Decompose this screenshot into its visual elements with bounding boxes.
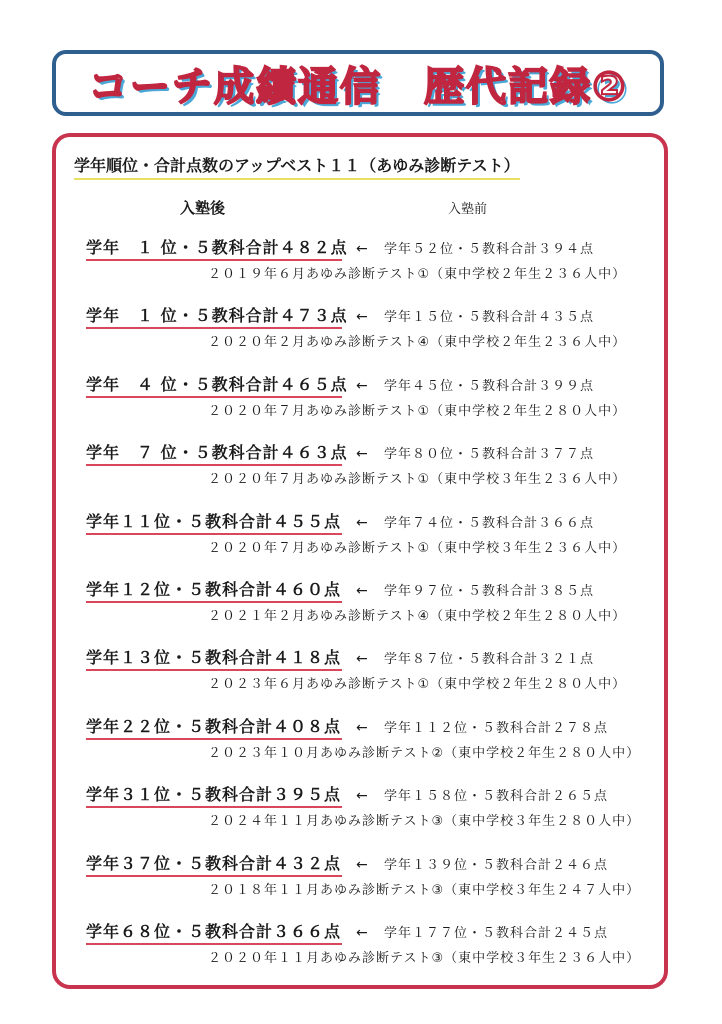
record-after: 学年６８位・５教科合計３６６点 xyxy=(86,919,342,945)
record-after: 学年 ７ 位・５教科合計４６３点 xyxy=(86,440,342,466)
record-after: 学年２２位・５教科合計４０８点 xyxy=(86,714,342,740)
record-result-line xyxy=(86,714,666,740)
record-result-line xyxy=(86,645,666,671)
list-item xyxy=(86,851,666,919)
record-before: 学年８０位・５教科合計３７７点 xyxy=(384,447,595,463)
record-detail: ２０１８年１１月あゆみ診断テスト③（東中学校３年生２４７人中） xyxy=(208,882,641,898)
record-before: 学年１３９位・５教科合計２４６点 xyxy=(384,857,609,873)
left-arrow-icon: ← xyxy=(356,377,368,394)
record-after: 学年３７位・５教科合計４３２点 xyxy=(86,851,342,877)
record-after: 学年 １ 位・５教科合計４８２点 xyxy=(86,235,342,261)
record-detail: ２０２０年７月あゆみ診断テスト①（東中学校３年生２３６人中） xyxy=(208,472,627,488)
record-result-line xyxy=(86,372,666,398)
record-before: 学年１７７位・５教科合計２４５点 xyxy=(384,925,609,941)
section-title: 学年順位・合計点数のアップベスト１１（あゆみ診断テスト） xyxy=(74,153,520,180)
record-after: 学年３１位・５教科合計３９５点 xyxy=(86,782,342,808)
title-banner xyxy=(52,50,664,116)
record-before: 学年１１２位・５教科合計２７８点 xyxy=(384,720,609,736)
left-arrow-icon: ← xyxy=(356,309,368,326)
record-before: 学年７４位・５教科合計３６６点 xyxy=(384,515,595,531)
record-detail: ２０２０年７月あゆみ診断テスト①（東中学校２年生２８０人中） xyxy=(208,403,627,419)
record-result-line xyxy=(86,851,666,877)
list-item xyxy=(86,372,666,440)
record-result-line xyxy=(86,509,666,535)
list-item xyxy=(86,303,666,371)
record-detail: ２０２３年６月あゆみ診断テスト①（東中学校２年生２８０人中） xyxy=(208,677,627,693)
record-detail: ２０１９年６月あゆみ診断テスト①（東中学校２年生２３６人中） xyxy=(208,267,627,282)
record-detail: ２０２０年２月あゆみ診断テスト④（東中学校２年生２３６人中） xyxy=(208,335,627,351)
record-before: 学年９７位・５教科合計３８５点 xyxy=(384,583,595,599)
list-item xyxy=(86,782,666,850)
record-before: 学年８７位・５教科合計３２１点 xyxy=(384,652,595,668)
records-list xyxy=(86,235,666,987)
record-detail: ２０２４年１１月あゆみ診断テスト③（東中学校３年生２８０人中） xyxy=(208,814,641,830)
record-result-line xyxy=(86,577,666,603)
list-item xyxy=(86,645,666,713)
record-after: 学年 １ 位・５教科合計４７３点 xyxy=(86,303,342,329)
page-title: コーチ成績通信 歴代記録② xyxy=(88,63,628,110)
record-result-line xyxy=(86,440,666,466)
record-detail: ２０２０年１１月あゆみ診断テスト③（東中学校３年生２３６人中） xyxy=(208,950,641,966)
left-arrow-icon: ← xyxy=(356,719,368,736)
record-result-line xyxy=(86,782,666,808)
record-result-line xyxy=(86,235,666,261)
record-result-line xyxy=(86,303,666,329)
list-item xyxy=(86,714,666,782)
record-detail: ２０２１年２月あゆみ診断テスト④（東中学校２年生２８０人中） xyxy=(208,608,627,624)
record-before: 学年５２位・５教科合計３９４点 xyxy=(384,242,595,257)
left-arrow-icon: ← xyxy=(356,788,368,805)
record-detail: ２０２０年７月あゆみ診断テスト①（東中学校３年生２３６人中） xyxy=(208,540,627,556)
list-item xyxy=(86,235,666,303)
left-arrow-icon: ← xyxy=(356,514,368,531)
record-detail: ２０２３年１０月あゆみ診断テスト②（東中学校２年生２８０人中） xyxy=(208,745,641,761)
left-arrow-icon: ← xyxy=(356,582,368,599)
left-arrow-icon: ← xyxy=(356,924,368,941)
left-arrow-icon: ← xyxy=(356,651,368,668)
record-before: 学年４５位・５教科合計３９９点 xyxy=(384,378,595,394)
record-after: 学年１３位・５教科合計４１８点 xyxy=(86,645,342,671)
column-header-after: 入塾後 xyxy=(180,199,226,217)
records-panel xyxy=(52,133,668,989)
left-arrow-icon: ← xyxy=(356,241,368,257)
list-item xyxy=(86,919,666,987)
record-after: 学年１１位・５教科合計４５５点 xyxy=(86,509,342,535)
left-arrow-icon: ← xyxy=(356,446,368,463)
column-header-before: 入塾前 xyxy=(448,202,488,217)
record-result-line xyxy=(86,919,666,945)
record-before: 学年１５８位・５教科合計２６５点 xyxy=(384,789,609,805)
record-after: 学年 ４ 位・５教科合計４６５点 xyxy=(86,372,342,398)
record-after: 学年１２位・５教科合計４６０点 xyxy=(86,577,342,603)
left-arrow-icon: ← xyxy=(356,856,368,873)
record-before: 学年１５位・５教科合計４３５点 xyxy=(384,310,595,326)
list-item xyxy=(86,509,666,577)
list-item xyxy=(86,440,666,508)
list-item xyxy=(86,577,666,645)
